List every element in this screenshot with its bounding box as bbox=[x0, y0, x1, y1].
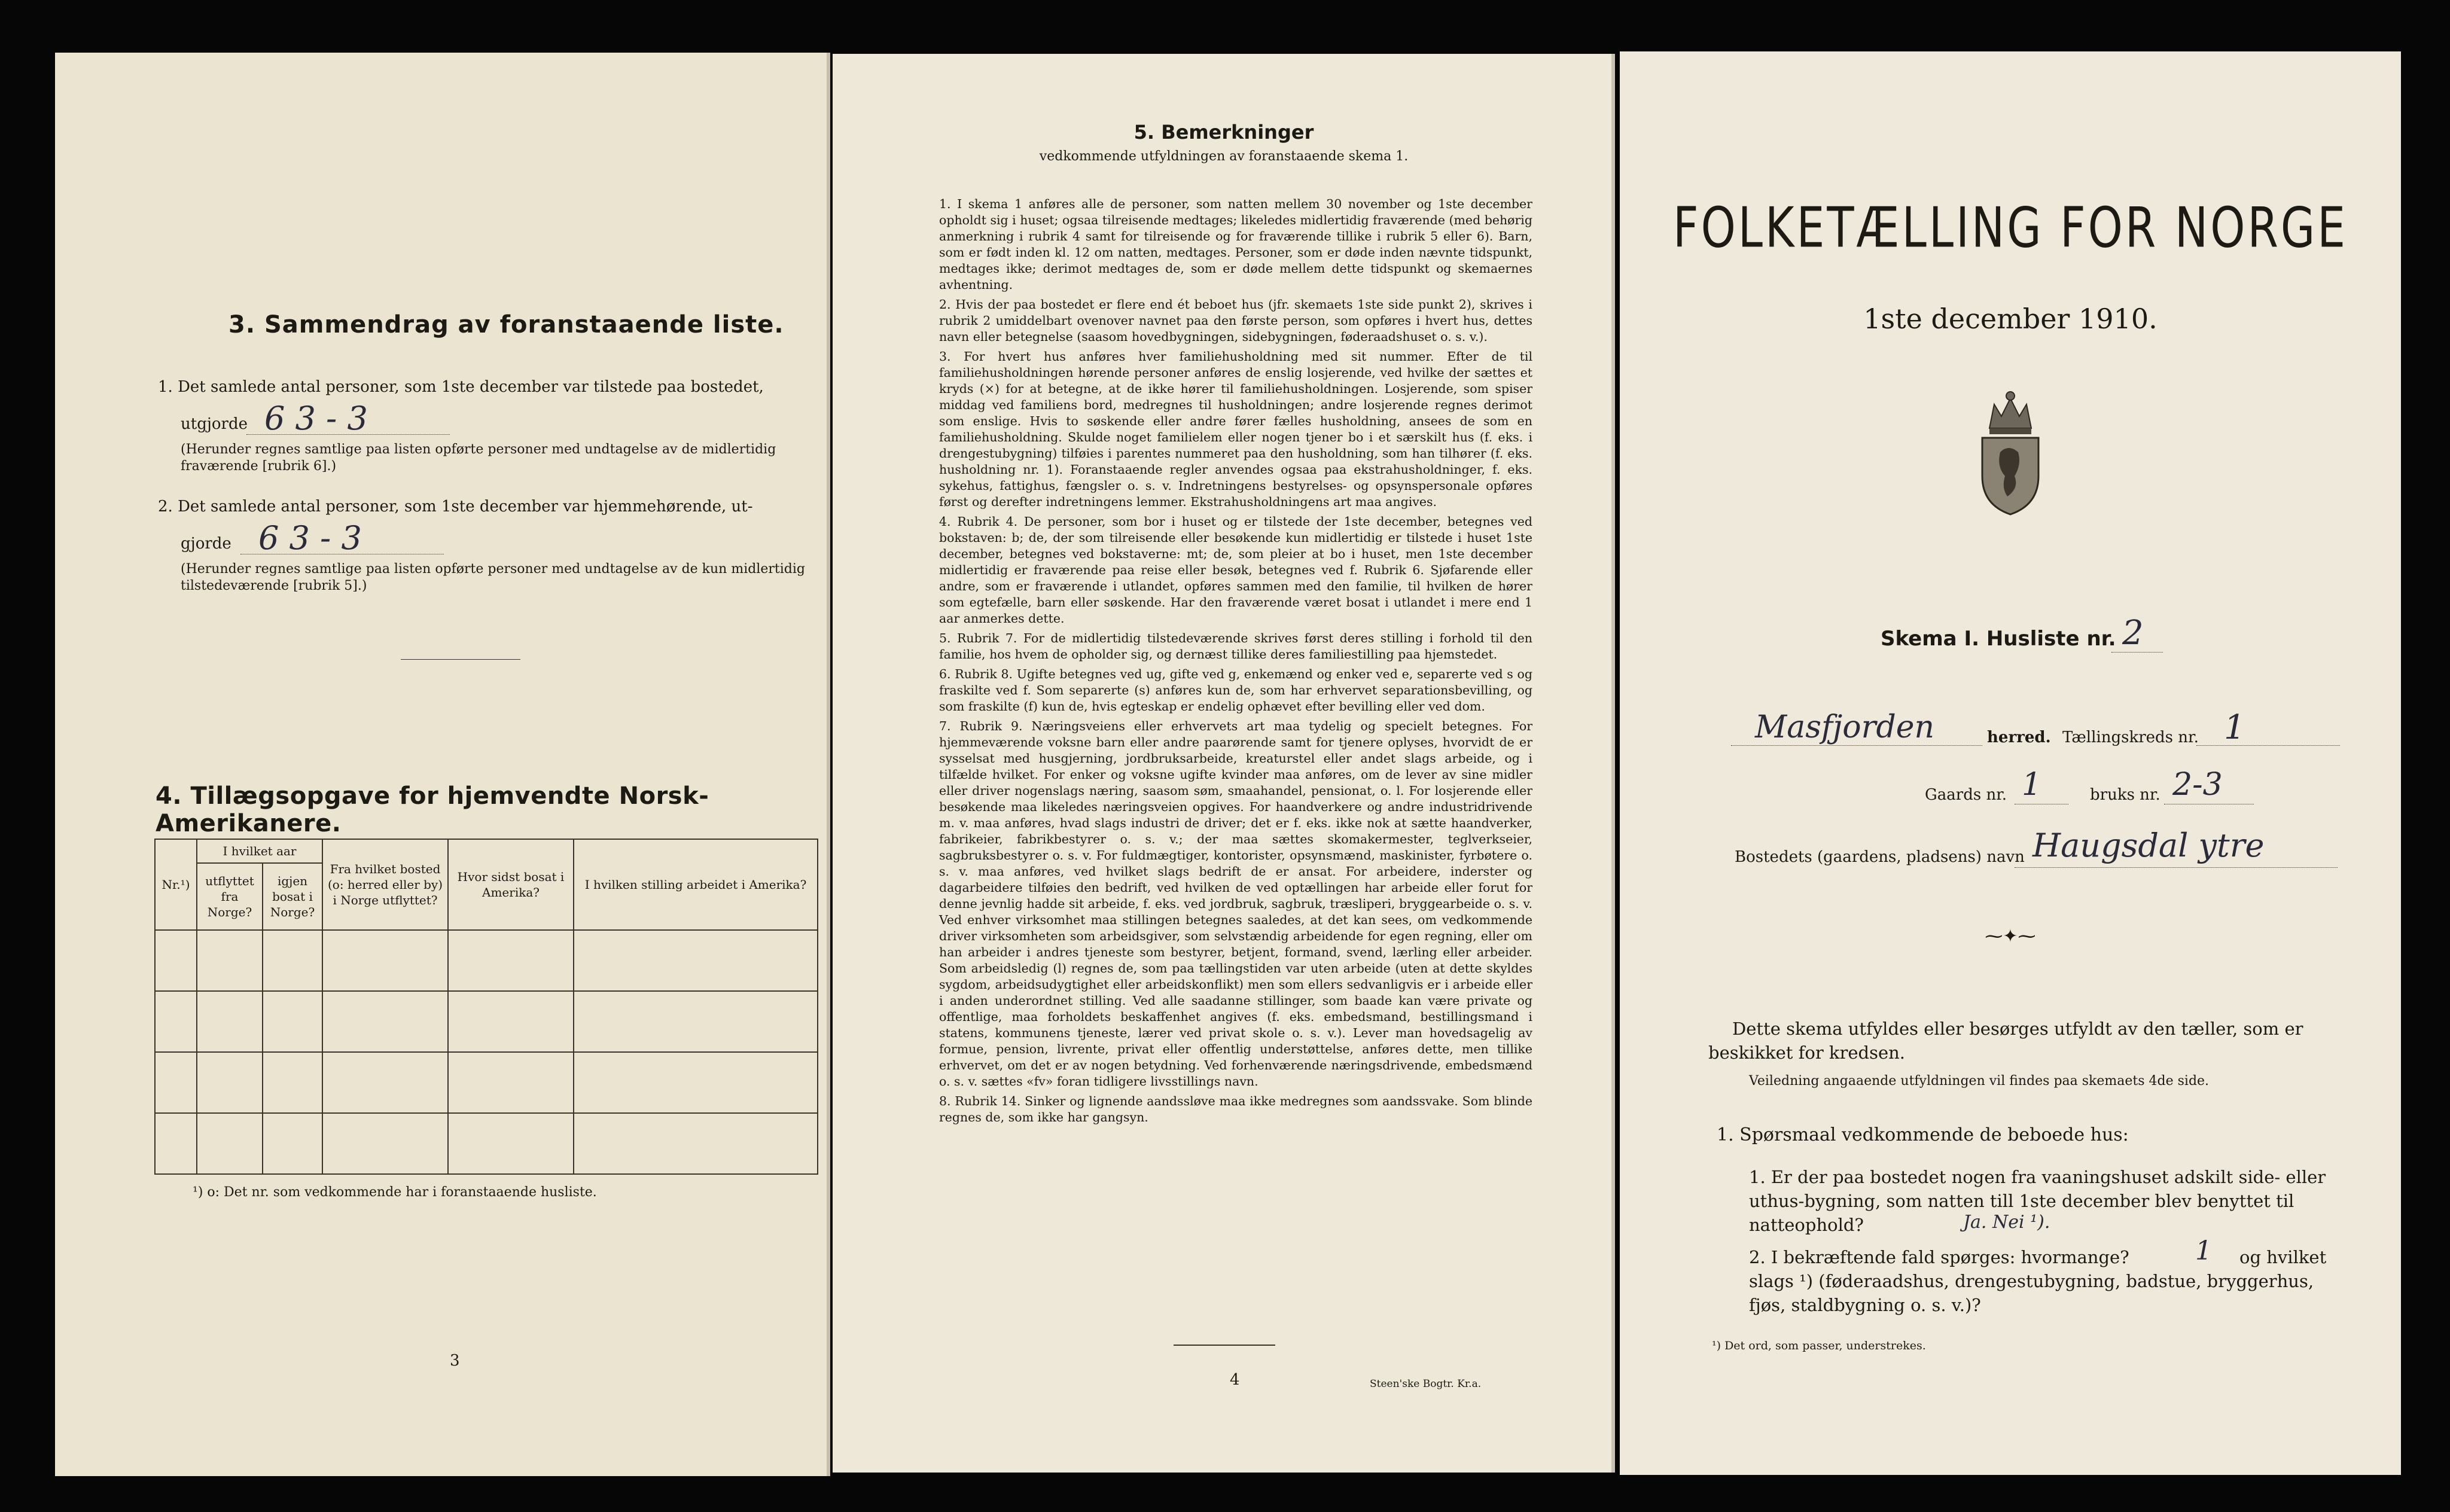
section-3-heading: 3. Sammendrag av foranstaaende liste. bbox=[228, 311, 784, 339]
norway-coat-of-arms-icon bbox=[1971, 386, 2049, 518]
census-date: 1ste december 1910. bbox=[1863, 303, 2158, 335]
intro-text: Dette skema utfyldes eller besørges utfyldt av den tæller, som er beskikket for kredsen. bbox=[1708, 1019, 2303, 1063]
divider bbox=[401, 659, 520, 660]
husliste-number: 2 bbox=[2122, 614, 2144, 653]
remark-2: 2. Hvis der paa bostedet er flere end ét beboet hus (jfr. skemaets 1ste side punkt 2), skrives i rubrik 2 umiddelbart ovenover navnet paa den første person, som opføres i hvert hus, dettes navn eller betegnelse (saasom hovedbygningen, sidebygningen, føderaadshuset o. s. v.). bbox=[939, 297, 1532, 344]
question-2: 2. I bekræftende fald spørges: hvormange? bbox=[1749, 1247, 2129, 1267]
herred-label: herred. bbox=[1987, 728, 2051, 746]
norsk-amerikanere-table bbox=[154, 839, 818, 1175]
remark-8: 8. Rubrik 14. Sinker og lignende aandssløve maa ikke medregnes som aandssvake. Som blinde regnes de, som ikke har gangsyn. bbox=[939, 1094, 1532, 1124]
page-number: 3 bbox=[450, 1352, 460, 1370]
col-stilling: I hvilken stilling arbeidet i Amerika? bbox=[574, 839, 818, 930]
col-fra-hvilket: Fra hvilket bosted (o: herred eller by) i Norge utflyttet? bbox=[322, 839, 448, 930]
bruks-value: 2-3 bbox=[2172, 767, 2223, 803]
col-hvor-sidst: Hvor sidst bosat i Amerika? bbox=[448, 839, 574, 930]
page-1 bbox=[1620, 51, 2401, 1475]
section-3-item-2: 2. Det samlede antal personer, som 1ste december var hjemmehørende, ut- bbox=[158, 498, 753, 516]
question-1: 1. Er der paa bostedet nogen fra vaaningshuset adskilt side- eller uthus-bygning, som natten till 1ste december blev benyttet til natteophold? bbox=[1749, 1167, 2326, 1235]
kreds-label: Tællingskreds nr. bbox=[2062, 728, 2199, 746]
col-nr: Nr.¹) bbox=[155, 839, 197, 930]
col-utflyttet: utflyttet fra Norge? bbox=[197, 863, 263, 930]
divider bbox=[1174, 1345, 1275, 1346]
gaards-value: 1 bbox=[2022, 767, 2042, 803]
remark-6: 6. Rubrik 8. Ugifte betegnes ved ug, gifte ved g, enkemænd og enker ved e, separerte ved s og fraskilte ved f. Som separerte (s) anføres kun de, som har erhvervet separationsbevilling, og som fraskilte (f) kun de, hvis egteskap er endelig ophævet efter bevilling eller ved dom. bbox=[939, 667, 1532, 714]
question-2-options: og hvilket slags ¹) (føderaadshus, drengestubygning, badstue, bryggerhus, fjøs, staldbygning o. s. v.)? bbox=[1749, 1247, 2327, 1315]
col-group-year: I hvilket aar bbox=[197, 839, 322, 863]
page-3 bbox=[55, 53, 830, 1476]
section-4-footnote: ¹) o: Det nr. som vedkommende har i foranstaaende husliste. bbox=[193, 1185, 597, 1200]
skema-label: Skema I. Husliste nr. bbox=[1881, 627, 2116, 651]
table-row bbox=[155, 1113, 818, 1174]
table-row bbox=[155, 930, 818, 991]
remarks-body bbox=[939, 196, 1532, 1129]
bosted-label: Bostedets (gaardens, pladsens) navn bbox=[1735, 848, 2025, 866]
page-4 bbox=[833, 54, 1615, 1473]
question-1-answer: Ja. Nei ¹). bbox=[1961, 1212, 2052, 1233]
section-3-item-2-note: (Herunder regnes samtlige paa listen opførte personer med undtagelse av de kun midlertidig tilstedeværende [rubrik 5].) bbox=[181, 562, 805, 593]
remarks-heading: 5. Bemerkninger bbox=[1133, 121, 1314, 144]
remark-1: 1. I skema 1 anføres alle de personer, som natten mellem 30 november og 1ste december opholdt sig i huset; ogsaa tilreisende medtages; likeledes midlertidig fraværende (med behørig anmerkning i rubrik 4 samt for tilreisende og for fraværende tillike i rubrik 5 eller 6). Barn, som er født inden kl. 12 om natten, medtages. Personer, som er døde inden nævnte tidspunkt, medtages ikke; derimot medtages de, som er døde mellem dette tidspunkt og skemaernes avhentning. bbox=[939, 197, 1532, 292]
remark-3: 3. For hvert hus anføres hver familiehusholdning med sit nummer. Efter de til familiehusholdningen hørende personer anføres de enslig losjerende, ved hvilke der sættes et kryds (×) for at betegne, at de ikke hører til familiehusholdningen. Losjerende, som spiser middag ved familiens bord, medregnes til husholdningen; andre losjerende regnes derimot som enslige. Hvis to søskende eller andre fører fælles husholdning, ansees de som en familiehusholdning. Skulde noget familielem eller nogen tjener bo i et særskilt hus (f. eks. i drengestubygning) tilføies i parentes nummeret paa den husholdning, som han tilhører (f. eks. husholdning nr. 1). Foranstaaende regler anvendes ogsaa paa ekstrahusholdninger, f. eks. sykehus, fattighus, fængsler o. s. v. Indretningens bestyrelses- og opsynspersonale opføres først og derefter indretningens lemmer. Ekstrahusholdningens art maa angives. bbox=[939, 349, 1532, 509]
bosted-value: Haugsdal ytre bbox=[2032, 827, 2265, 864]
section-4-heading: 4. Tillægsopgave for hjemvendte Norsk-Amerikanere. bbox=[156, 782, 709, 837]
remark-4: 4. Rubrik 4. De personer, som bor i huset og er tilstede der 1ste december, betegnes ved bokstaven: b; de, der som tilreisende eller besøkende kun midlertidig er tilstede i huset 1ste december, betegnes ved bokstaverne: mt; de, som pleier at bo i huset, men 1ste december midlertidig er fraværende paa reise eller besøk, betegnes ved f. Rubrik 6. Sjøfarende eller andre, som er fraværende i utlandet, opføres sammen med den familie, til hvilken de hører som egtefælle, barn eller søskende. Har den fraværende været bosat i utlandet i mere end 1 aar anmerkes dette. bbox=[939, 514, 1532, 626]
section-3-item-1-note: (Herunder regnes samtlige paa listen opførte personer med undtagelse av de midlertidig fraværende [rubrik 6].) bbox=[181, 442, 776, 474]
printer-mark: Steen'ske Bogtr. Kr.a. bbox=[1370, 1378, 1482, 1390]
col-igjen: igjen bosat i Norge? bbox=[263, 863, 322, 930]
kreds-value: 1 bbox=[2224, 708, 2245, 747]
section-3-item-2-label: gjorde bbox=[181, 535, 231, 553]
herred-value: Masfjorden bbox=[1755, 709, 1935, 745]
section-3-item-1-label: utgjorde bbox=[181, 415, 248, 433]
section-3-item-1-value: 6 3 - 3 bbox=[264, 400, 368, 437]
census-title: FOLKETÆLLING FOR NORGE bbox=[1673, 196, 2348, 260]
gaards-label: Gaards nr. bbox=[1925, 786, 2007, 804]
table-row bbox=[155, 1052, 818, 1113]
remark-7: 7. Rubrik 9. Næringsveiens eller erhvervets art maa tydelig og specielt betegnes. For hjemmeværende voksne barn eller andre paarørende samt for tjenere oplyses, hvorvidt de er sysselsat med husgjerning, jordbruksarbeide, kreaturstel eller andet slags arbeide, og i tilfælde hvilket. For enker og voksne ugifte kvinder maa anføres, om de lever av sine midler eller driver nogenslags næring, saasom søm, smaahandel, pensionat, o. l. For losjerende eller besøkende maa likeledes næringsveien opgives. For haandverkere og andre industridrivende m. v. maa anføres, hvad slags industri de driver; det er f. eks. ikke nok at sætte haandverker, fabrikeier, fabrikbestyrer o. s. v.; der maa sættes skomakermester, teglverkseier, sagbruksbestyrer o. s. v. For fuldmægtiger, kontorister, opsynsmænd, maskinister, fyrbøtere o. s. v. maa anføres, ved hvilket slags bedrift de er ansat. For arbeidere, inderster og dagarbeidere tilføies den bedrift, ved hvilken de ved optællingen har arbeide eller forut for denne jevnlig hadde sit arbeide, f. eks. ved jordbruk, sagbruk, træsliperi, bryggearbeide o. s. v. Ved enhver virksomhet maa stillingen betegnes saaledes, at det kan sees, om vedkommende driver virksomheten som arbeidsgiver, som selvstændig arbeidende for egen regning, eller om han arbeider i andres tjeneste som bestyrer, betjent, formand, svend, lærling eller arbeider. Som arbeidsledig (l) regnes de, som paa tællingstiden var uten arbeide (uten at dette skyldes sygdom, arbeidsudygtighet eller arbeidskonflikt) men som ellers sedvanligvis er i arbeide eller i anden underordnet stilling. Ved alle saadanne stillinger, som baade kan være private og offentlige, maa forholdets beskaffenhet angives (f. eks. embedsmand, bestillingsmand i statens, kommunens tjeneste, lærer ved privat skole o. s. v.). Lever man hovedsagelig av formue, pension, livrente, privat eller offentlig understøttelse, anføres dette, men tillike erhvervet, om det er av nogen betydning. Ved forhenværende næringsdrivende, embedsmænd o. s. v. sættes «fv» foran tidligere livsstillings navn. bbox=[939, 719, 1532, 1089]
page-1-footnote: ¹) Det ord, som passer, understrekes. bbox=[1712, 1339, 1926, 1352]
page-number: 4 bbox=[1230, 1371, 1240, 1389]
ornament: ⁓✦⁓ bbox=[1985, 926, 2036, 947]
section-3-item-1: 1. Det samlede antal personer, som 1ste december var tilstede paa bostedet, bbox=[158, 378, 764, 396]
table-row bbox=[155, 991, 818, 1052]
question-2-count: 1 bbox=[2195, 1236, 2212, 1266]
bruks-label: bruks nr. bbox=[2090, 786, 2160, 804]
veiledning-text: Veiledning angaaende utfyldningen vil findes paa skemaets 4de side. bbox=[1749, 1074, 2210, 1089]
section-3-item-2-value: 6 3 - 3 bbox=[258, 519, 362, 557]
remarks-subheading: vedkommende utfyldningen av foranstaaende skema 1. bbox=[1039, 149, 1409, 164]
question-heading: 1. Spørsmaal vedkommende de beboede hus: bbox=[1717, 1124, 2129, 1145]
remark-5: 5. Rubrik 7. For de midlertidig tilstedeværende skrives først deres stilling i forhold til den familie, hos hvem de opholder sig, og dernæst tillike deres familiestilling paa hjemstedet. bbox=[939, 631, 1532, 662]
